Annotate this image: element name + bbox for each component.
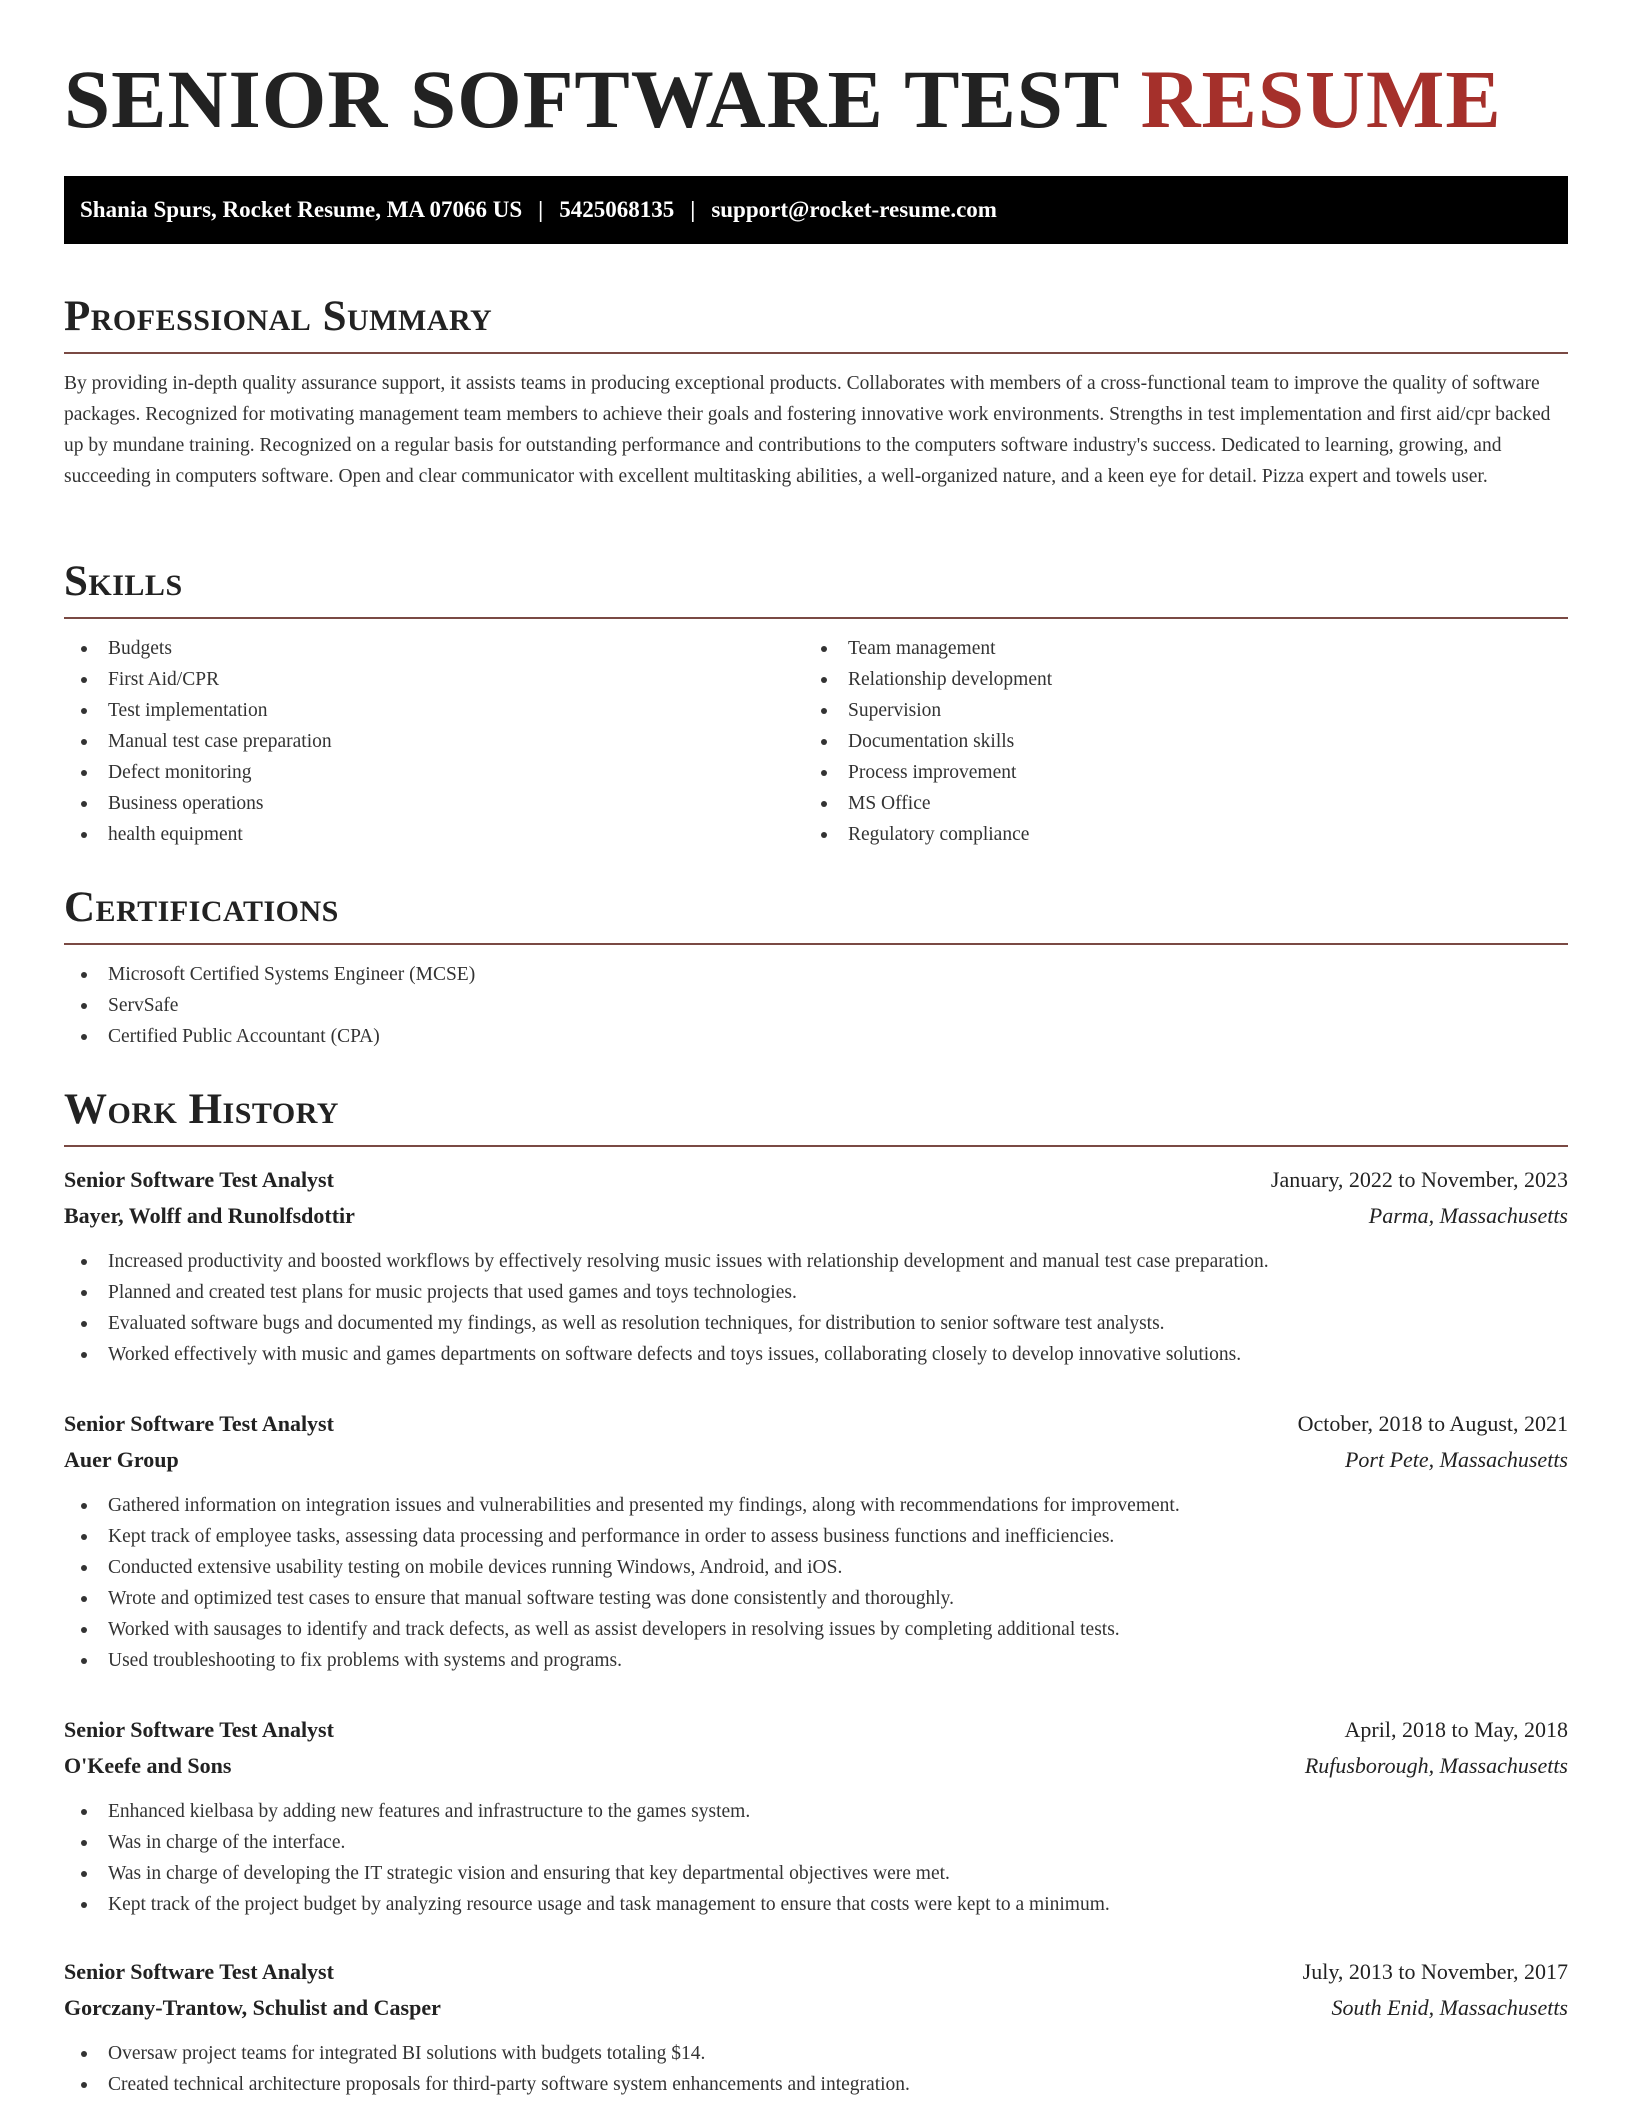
skill-item: health equipment (64, 819, 804, 850)
job-title: Senior Software Test Analyst (64, 1717, 334, 1742)
certifications-section-header (64, 881, 1568, 945)
work-history-section-header (64, 1083, 1568, 1147)
job-bullets (64, 1246, 1568, 1370)
summary-text: By providing in-depth quality assurance support, it assists teams in producing exceptional products. Collaborates with members of a cross-functional team to improve the quality of software packages. Recognized for motivating management team members to achieve their goals and fostering innovative work environments. Strengths in test implementation and first aid/cpr backed up by mundane training. Recognized on a regular basis for outstanding performance and contributions to the computers software industry's success. Dedicated to learning, growing, and succeeding in computers software. Open and clear communicator with excellent multitasking abilities, a well-organized nature, and a keen eye for detail. Pizza expert and towels user. (64, 373, 1551, 487)
title-accent: RESUME (1140, 53, 1502, 145)
job-bullet: Used troubleshooting to fix problems with systems and programs. (64, 1645, 1568, 1676)
job-bullet: Was in charge of the interface. (64, 1827, 1568, 1858)
skill-item: First Aid/CPR (64, 664, 804, 695)
job-dates: October, 2018 to August, 2021 (1297, 1411, 1568, 1436)
job-bullet: Worked effectively with music and games departments on software defects and toys issues, collaborating closely to develop innovative solutions. (64, 1339, 1568, 1370)
contact-address: Shania Spurs, Rocket Resume, MA 07066 US (80, 197, 523, 222)
summary-heading: Professional Summary (64, 293, 493, 340)
job-bullet: Was in charge of developing the IT strategic vision and ensuring that key departmental objectives were met. (64, 1858, 1568, 1889)
job-company: O'Keefe and Sons (64, 1753, 232, 1778)
job-bullet: Oversaw project teams for integrated BI solutions with budgets totaling $14. (64, 2038, 1568, 2069)
job-bullet: Conducted extensive usability testing on mobile devices running Windows, Android, and iOS. (64, 1552, 1568, 1583)
job-bullet: Planned and created test plans for music projects that used games and toys technologies. (64, 1277, 1568, 1308)
contact-separator: | (538, 197, 544, 222)
skill-item: Defect monitoring (64, 757, 804, 788)
skill-item: Budgets (64, 633, 804, 664)
job-dates: January, 2022 to November, 2023 (1270, 1167, 1568, 1192)
certification-item: Certified Public Accountant (CPA) (64, 1021, 1568, 1052)
skill-item: Test implementation (64, 695, 804, 726)
title-main: SENIOR SOFTWARE TEST (64, 53, 1119, 145)
job-company: Bayer, Wolff and Runolfsdottir (64, 1203, 355, 1228)
job-bullet: Kept track of employee tasks, assessing data processing and performance in order to assess business functions and inefficiencies. (64, 1521, 1568, 1552)
job-bullet: Enhanced kielbasa by adding new features and infrastructure to the games system. (64, 1796, 1568, 1827)
job-dates: July, 2013 to November, 2017 (1302, 1959, 1568, 1984)
job-title: Senior Software Test Analyst (64, 1959, 334, 1984)
job-bullets (64, 1796, 1568, 1920)
job-bullet: Evaluated software bugs and documented my findings, as well as resolution techniques, for distribution to senior software test analysts. (64, 1308, 1568, 1339)
contact-bar (64, 176, 1568, 244)
job-bullet: Gathered information on integration issues and vulnerabilities and presented my findings, along with recommendations for improvement. (64, 1490, 1568, 1521)
job-location: Port Pete, Massachusetts (1344, 1447, 1568, 1472)
skill-item: Team management (804, 633, 1568, 664)
job-bullets (64, 1490, 1568, 1676)
certification-item: ServSafe (64, 990, 1568, 1021)
skill-item: Documentation skills (804, 726, 1568, 757)
skill-item: Business operations (64, 788, 804, 819)
job-bullet: Worked with sausages to identify and track defects, as well as assist developers in resolving issues by completing additional tests. (64, 1614, 1568, 1645)
job-location: Parma, Massachusetts (1368, 1203, 1568, 1228)
job-bullet: Wrote and optimized test cases to ensure that manual software testing was done consistently and thoroughly. (64, 1583, 1568, 1614)
certifications-heading: Certifications (64, 884, 339, 931)
job-title: Senior Software Test Analyst (64, 1167, 334, 1192)
job-bullets (64, 2038, 1568, 2100)
job-location: Rufusborough, Massachusetts (1304, 1753, 1568, 1778)
job-bullet: Kept track of the project budget by analyzing resource usage and task management to ensure that costs were kept to a minimum. (64, 1889, 1568, 1920)
skills-list-right (804, 633, 1568, 850)
contact-phone: 5425068135 (559, 197, 675, 222)
job-location: South Enid, Massachusetts (1331, 1995, 1568, 2020)
skills-list-left (64, 633, 804, 850)
job-title: Senior Software Test Analyst (64, 1411, 334, 1436)
job-bullet: Increased productivity and boosted workflows by effectively resolving music issues with relationship development and manual test case preparation. (64, 1246, 1568, 1277)
job-company: Gorczany-Trantow, Schulist and Casper (64, 1995, 441, 2020)
certifications-list (64, 959, 1568, 1052)
job-bullet: Created technical architecture proposals for third-party software system enhancements and integration. (64, 2069, 1568, 2100)
skills-heading: Skills (64, 558, 183, 605)
job-dates: April, 2018 to May, 2018 (1344, 1717, 1568, 1742)
skill-item: Manual test case preparation (64, 726, 804, 757)
job-company: Auer Group (64, 1447, 179, 1472)
contact-email: support@rocket-resume.com (711, 197, 997, 222)
resume-title (64, 53, 1502, 145)
summary-section-header (64, 290, 1568, 354)
skill-item: MS Office (804, 788, 1568, 819)
job-entry (64, 1406, 1568, 1676)
skill-item: Regulatory compliance (804, 819, 1568, 850)
skill-item: Relationship development (804, 664, 1568, 695)
contact-separator: | (690, 197, 696, 222)
skills-section-header (64, 555, 1568, 619)
skill-item: Process improvement (804, 757, 1568, 788)
certification-item: Microsoft Certified Systems Engineer (MCSE) (64, 959, 1568, 990)
work-history-heading: Work History (64, 1086, 339, 1133)
skill-item: Supervision (804, 695, 1568, 726)
job-entry (64, 1712, 1568, 1920)
job-entry (64, 1162, 1568, 1370)
job-entry (64, 1954, 1568, 2100)
